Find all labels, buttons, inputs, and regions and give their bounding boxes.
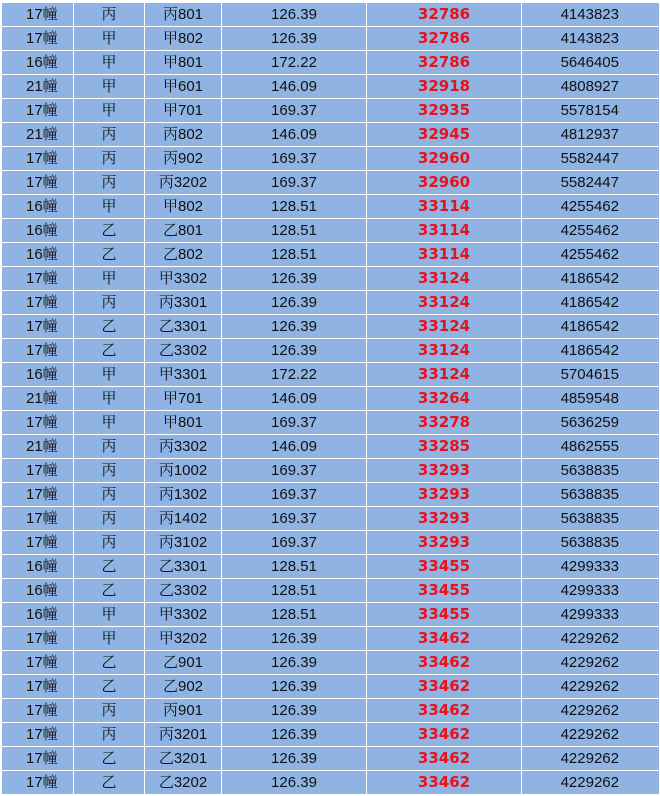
- cell-room[interactable]: 甲701: [145, 99, 222, 123]
- table-row: [2, 459, 660, 483]
- cell-area[interactable]: 146.09: [222, 75, 367, 99]
- cell-building[interactable]: 17幢: [2, 171, 74, 195]
- table-row: [2, 123, 660, 147]
- cell-unit[interactable]: 乙: [74, 339, 145, 363]
- cell-area[interactable]: 169.37: [222, 483, 367, 507]
- cell-room[interactable]: 乙3201: [145, 747, 222, 771]
- cell-building[interactable]: 16幢: [2, 243, 74, 267]
- cell-total-price[interactable]: 4859548: [522, 387, 660, 411]
- cell-unit[interactable]: 丙: [74, 147, 145, 171]
- cell-unit[interactable]: 甲: [74, 75, 145, 99]
- table-row: [2, 291, 660, 315]
- cell-unit[interactable]: 丙: [74, 123, 145, 147]
- table-row: [2, 99, 660, 123]
- cell-building[interactable]: 16幢: [2, 219, 74, 243]
- cell-building[interactable]: 17幢: [2, 531, 74, 555]
- cell-total-price[interactable]: 4186542: [522, 315, 660, 339]
- table-row: [2, 3, 660, 27]
- cell-total-price[interactable]: 4229262: [522, 771, 660, 795]
- cell-unit[interactable]: 丙: [74, 531, 145, 555]
- cell-total-price[interactable]: 5582447: [522, 147, 660, 171]
- cell-unit-price[interactable]: 32935: [367, 99, 522, 123]
- cell-unit[interactable]: 丙: [74, 171, 145, 195]
- cell-unit-price[interactable]: 33462: [367, 699, 522, 723]
- cell-building[interactable]: 17幢: [2, 315, 74, 339]
- table-row: [2, 243, 660, 267]
- cell-unit-price[interactable]: 32786: [367, 3, 522, 27]
- cell-area[interactable]: 126.39: [222, 699, 367, 723]
- cell-total-price[interactable]: 5636259: [522, 411, 660, 435]
- cell-building[interactable]: 16幢: [2, 603, 74, 627]
- cell-area[interactable]: 172.22: [222, 51, 367, 75]
- cell-unit[interactable]: 甲: [74, 27, 145, 51]
- cell-total-price[interactable]: 4229262: [522, 723, 660, 747]
- cell-room[interactable]: 乙801: [145, 219, 222, 243]
- cell-unit-price[interactable]: 33455: [367, 603, 522, 627]
- cell-total-price[interactable]: 4255462: [522, 219, 660, 243]
- cell-unit-price[interactable]: 33114: [367, 219, 522, 243]
- cell-building[interactable]: 17幢: [2, 699, 74, 723]
- cell-unit-price[interactable]: 33124: [367, 363, 522, 387]
- cell-area[interactable]: 128.51: [222, 243, 367, 267]
- cell-unit[interactable]: 乙: [74, 579, 145, 603]
- table-row: [2, 195, 660, 219]
- cell-total-price[interactable]: 4812937: [522, 123, 660, 147]
- cell-unit-price[interactable]: 33455: [367, 579, 522, 603]
- cell-total-price[interactable]: 4143823: [522, 27, 660, 51]
- cell-area[interactable]: 128.51: [222, 579, 367, 603]
- cell-area[interactable]: 169.37: [222, 411, 367, 435]
- table-row: [2, 651, 660, 675]
- cell-total-price[interactable]: 5578154: [522, 99, 660, 123]
- table-row: [2, 411, 660, 435]
- table-row: [2, 75, 660, 99]
- cell-unit[interactable]: 丙: [74, 435, 145, 459]
- table-row: [2, 579, 660, 603]
- cell-unit[interactable]: 甲: [74, 267, 145, 291]
- cell-area[interactable]: 146.09: [222, 435, 367, 459]
- cell-building[interactable]: 17幢: [2, 627, 74, 651]
- cell-unit[interactable]: 甲: [74, 195, 145, 219]
- cell-building[interactable]: 16幢: [2, 579, 74, 603]
- cell-total-price[interactable]: 5638835: [522, 483, 660, 507]
- cell-unit[interactable]: 丙: [74, 459, 145, 483]
- cell-area[interactable]: 126.39: [222, 675, 367, 699]
- cell-area[interactable]: 169.37: [222, 507, 367, 531]
- cell-building[interactable]: 16幢: [2, 363, 74, 387]
- table-row: [2, 627, 660, 651]
- cell-unit-price[interactable]: 33455: [367, 555, 522, 579]
- cell-room[interactable]: 丙801: [145, 3, 222, 27]
- price-table-body: [2, 3, 660, 795]
- cell-room[interactable]: 丙1002: [145, 459, 222, 483]
- cell-area[interactable]: 169.37: [222, 459, 367, 483]
- cell-room[interactable]: 乙802: [145, 243, 222, 267]
- cell-building[interactable]: 16幢: [2, 555, 74, 579]
- table-row: [2, 531, 660, 555]
- cell-room[interactable]: 丙3202: [145, 171, 222, 195]
- cell-total-price[interactable]: 4255462: [522, 195, 660, 219]
- cell-area[interactable]: 169.37: [222, 171, 367, 195]
- cell-unit-price[interactable]: 33264: [367, 387, 522, 411]
- cell-unit[interactable]: 乙: [74, 651, 145, 675]
- cell-total-price[interactable]: 4255462: [522, 243, 660, 267]
- cell-building[interactable]: 17幢: [2, 291, 74, 315]
- cell-room[interactable]: 丙3301: [145, 291, 222, 315]
- cell-total-price[interactable]: 4186542: [522, 339, 660, 363]
- cell-unit[interactable]: 甲: [74, 387, 145, 411]
- cell-unit[interactable]: 丙: [74, 3, 145, 27]
- cell-area[interactable]: 146.09: [222, 123, 367, 147]
- table-row: [2, 435, 660, 459]
- cell-room[interactable]: 丙3201: [145, 723, 222, 747]
- cell-building[interactable]: 17幢: [2, 339, 74, 363]
- cell-room[interactable]: 乙902: [145, 675, 222, 699]
- cell-room[interactable]: 乙3202: [145, 771, 222, 795]
- cell-total-price[interactable]: 4229262: [522, 627, 660, 651]
- cell-unit-price[interactable]: 32786: [367, 27, 522, 51]
- cell-area[interactable]: 126.39: [222, 291, 367, 315]
- cell-building[interactable]: 21幢: [2, 123, 74, 147]
- cell-building[interactable]: 17幢: [2, 675, 74, 699]
- cell-unit[interactable]: 乙: [74, 771, 145, 795]
- cell-building[interactable]: 17幢: [2, 483, 74, 507]
- cell-unit-price[interactable]: 33293: [367, 483, 522, 507]
- cell-building[interactable]: 17幢: [2, 267, 74, 291]
- cell-area[interactable]: 126.39: [222, 651, 367, 675]
- cell-total-price[interactable]: 4862555: [522, 435, 660, 459]
- cell-total-price[interactable]: 5638835: [522, 531, 660, 555]
- cell-unit[interactable]: 甲: [74, 51, 145, 75]
- cell-building[interactable]: 17幢: [2, 651, 74, 675]
- cell-area[interactable]: 172.22: [222, 363, 367, 387]
- cell-unit[interactable]: 丙: [74, 723, 145, 747]
- cell-room[interactable]: 甲801: [145, 51, 222, 75]
- cell-area[interactable]: 126.39: [222, 771, 367, 795]
- cell-room[interactable]: 甲701: [145, 387, 222, 411]
- cell-area[interactable]: 146.09: [222, 387, 367, 411]
- table-row: [2, 51, 660, 75]
- cell-building[interactable]: 21幢: [2, 75, 74, 99]
- cell-building[interactable]: 21幢: [2, 435, 74, 459]
- cell-area[interactable]: 169.37: [222, 147, 367, 171]
- table-row: [2, 387, 660, 411]
- table-row: [2, 171, 660, 195]
- cell-unit[interactable]: 乙: [74, 243, 145, 267]
- cell-unit-price[interactable]: 33293: [367, 507, 522, 531]
- cell-unit-price[interactable]: 33462: [367, 675, 522, 699]
- cell-unit-price[interactable]: 33293: [367, 459, 522, 483]
- cell-room[interactable]: 乙901: [145, 651, 222, 675]
- cell-building[interactable]: 17幢: [2, 507, 74, 531]
- cell-building[interactable]: 17幢: [2, 147, 74, 171]
- table-row: [2, 771, 660, 795]
- cell-area[interactable]: 128.51: [222, 219, 367, 243]
- cell-total-price[interactable]: 4186542: [522, 291, 660, 315]
- cell-room[interactable]: 乙3301: [145, 315, 222, 339]
- cell-room[interactable]: 甲601: [145, 75, 222, 99]
- cell-unit[interactable]: 丙: [74, 483, 145, 507]
- cell-building[interactable]: 17幢: [2, 99, 74, 123]
- cell-total-price[interactable]: 4299333: [522, 603, 660, 627]
- cell-unit[interactable]: 丙: [74, 507, 145, 531]
- cell-unit[interactable]: 甲: [74, 627, 145, 651]
- cell-room[interactable]: 丙901: [145, 699, 222, 723]
- cell-building[interactable]: 21幢: [2, 387, 74, 411]
- cell-room[interactable]: 丙902: [145, 147, 222, 171]
- cell-unit[interactable]: 丙: [74, 699, 145, 723]
- cell-unit-price[interactable]: 33285: [367, 435, 522, 459]
- cell-total-price[interactable]: 5582447: [522, 171, 660, 195]
- cell-room[interactable]: 甲3301: [145, 363, 222, 387]
- cell-unit-price[interactable]: 33124: [367, 267, 522, 291]
- cell-unit[interactable]: 甲: [74, 411, 145, 435]
- cell-area[interactable]: 128.51: [222, 195, 367, 219]
- table-row: [2, 675, 660, 699]
- cell-total-price[interactable]: 4143823: [522, 3, 660, 27]
- cell-area[interactable]: 126.39: [222, 339, 367, 363]
- cell-total-price[interactable]: 5704615: [522, 363, 660, 387]
- cell-room[interactable]: 甲801: [145, 411, 222, 435]
- cell-unit-price[interactable]: 33124: [367, 315, 522, 339]
- cell-building[interactable]: 17幢: [2, 411, 74, 435]
- cell-building[interactable]: 16幢: [2, 195, 74, 219]
- cell-building[interactable]: 17幢: [2, 723, 74, 747]
- cell-room[interactable]: 甲802: [145, 27, 222, 51]
- table-row: [2, 315, 660, 339]
- cell-unit-price[interactable]: 32945: [367, 123, 522, 147]
- cell-room[interactable]: 丙1402: [145, 507, 222, 531]
- table-row: [2, 219, 660, 243]
- cell-area[interactable]: 126.39: [222, 3, 367, 27]
- cell-unit[interactable]: 乙: [74, 555, 145, 579]
- table-row: [2, 147, 660, 171]
- table-row: [2, 339, 660, 363]
- cell-unit-price[interactable]: 33278: [367, 411, 522, 435]
- cell-area[interactable]: 126.39: [222, 747, 367, 771]
- cell-unit-price[interactable]: 33462: [367, 771, 522, 795]
- cell-total-price[interactable]: 5646405: [522, 51, 660, 75]
- cell-room[interactable]: 乙3302: [145, 579, 222, 603]
- cell-unit-price[interactable]: 33462: [367, 723, 522, 747]
- cell-area[interactable]: 169.37: [222, 99, 367, 123]
- cell-unit-price[interactable]: 32960: [367, 171, 522, 195]
- cell-unit[interactable]: 甲: [74, 603, 145, 627]
- cell-total-price[interactable]: 4299333: [522, 579, 660, 603]
- table-row: [2, 555, 660, 579]
- table-row: [2, 27, 660, 51]
- cell-area[interactable]: 169.37: [222, 531, 367, 555]
- cell-room[interactable]: 丙3102: [145, 531, 222, 555]
- cell-unit-price[interactable]: 33462: [367, 651, 522, 675]
- table-row: [2, 507, 660, 531]
- cell-room[interactable]: 甲3302: [145, 267, 222, 291]
- cell-unit[interactable]: 乙: [74, 747, 145, 771]
- cell-building[interactable]: 17幢: [2, 771, 74, 795]
- cell-area[interactable]: 126.39: [222, 27, 367, 51]
- cell-building[interactable]: 17幢: [2, 459, 74, 483]
- cell-total-price[interactable]: 4229262: [522, 699, 660, 723]
- cell-unit[interactable]: 丙: [74, 291, 145, 315]
- cell-building[interactable]: 16幢: [2, 51, 74, 75]
- cell-room[interactable]: 丙3302: [145, 435, 222, 459]
- cell-total-price[interactable]: 4229262: [522, 651, 660, 675]
- price-table: [1, 2, 660, 795]
- cell-room[interactable]: 甲802: [145, 195, 222, 219]
- cell-unit-price[interactable]: 33114: [367, 195, 522, 219]
- cell-room[interactable]: 丙1302: [145, 483, 222, 507]
- cell-building[interactable]: 17幢: [2, 27, 74, 51]
- cell-unit-price[interactable]: 33462: [367, 627, 522, 651]
- cell-unit-price[interactable]: 33293: [367, 531, 522, 555]
- cell-area[interactable]: 126.39: [222, 315, 367, 339]
- table-row: [2, 363, 660, 387]
- cell-unit[interactable]: 甲: [74, 363, 145, 387]
- cell-unit-price[interactable]: 33124: [367, 339, 522, 363]
- cell-total-price[interactable]: 5638835: [522, 507, 660, 531]
- cell-total-price[interactable]: 4229262: [522, 747, 660, 771]
- cell-room[interactable]: 乙3302: [145, 339, 222, 363]
- table-row: [2, 603, 660, 627]
- cell-area[interactable]: 128.51: [222, 555, 367, 579]
- cell-building[interactable]: 17幢: [2, 747, 74, 771]
- table-row: [2, 747, 660, 771]
- cell-total-price[interactable]: 4186542: [522, 267, 660, 291]
- cell-unit-price[interactable]: 32786: [367, 51, 522, 75]
- cell-unit[interactable]: 乙: [74, 675, 145, 699]
- cell-room[interactable]: 甲3202: [145, 627, 222, 651]
- table-row: [2, 267, 660, 291]
- cell-unit-price[interactable]: 33124: [367, 291, 522, 315]
- cell-building[interactable]: 17幢: [2, 3, 74, 27]
- cell-unit-price[interactable]: 33114: [367, 243, 522, 267]
- cell-unit[interactable]: 乙: [74, 315, 145, 339]
- cell-total-price[interactable]: 5638835: [522, 459, 660, 483]
- table-row: [2, 699, 660, 723]
- cell-unit-price[interactable]: 32918: [367, 75, 522, 99]
- cell-area[interactable]: 126.39: [222, 267, 367, 291]
- cell-total-price[interactable]: 4299333: [522, 555, 660, 579]
- cell-area[interactable]: 126.39: [222, 627, 367, 651]
- cell-area[interactable]: 128.51: [222, 603, 367, 627]
- table-row: [2, 723, 660, 747]
- cell-room[interactable]: 乙3301: [145, 555, 222, 579]
- cell-room[interactable]: 丙802: [145, 123, 222, 147]
- cell-area[interactable]: 126.39: [222, 723, 367, 747]
- cell-unit[interactable]: 甲: [74, 99, 145, 123]
- cell-total-price[interactable]: 4229262: [522, 675, 660, 699]
- cell-unit[interactable]: 乙: [74, 219, 145, 243]
- cell-total-price[interactable]: 4808927: [522, 75, 660, 99]
- cell-unit-price[interactable]: 32960: [367, 147, 522, 171]
- table-row: [2, 483, 660, 507]
- cell-unit-price[interactable]: 33462: [367, 747, 522, 771]
- cell-room[interactable]: 甲3302: [145, 603, 222, 627]
